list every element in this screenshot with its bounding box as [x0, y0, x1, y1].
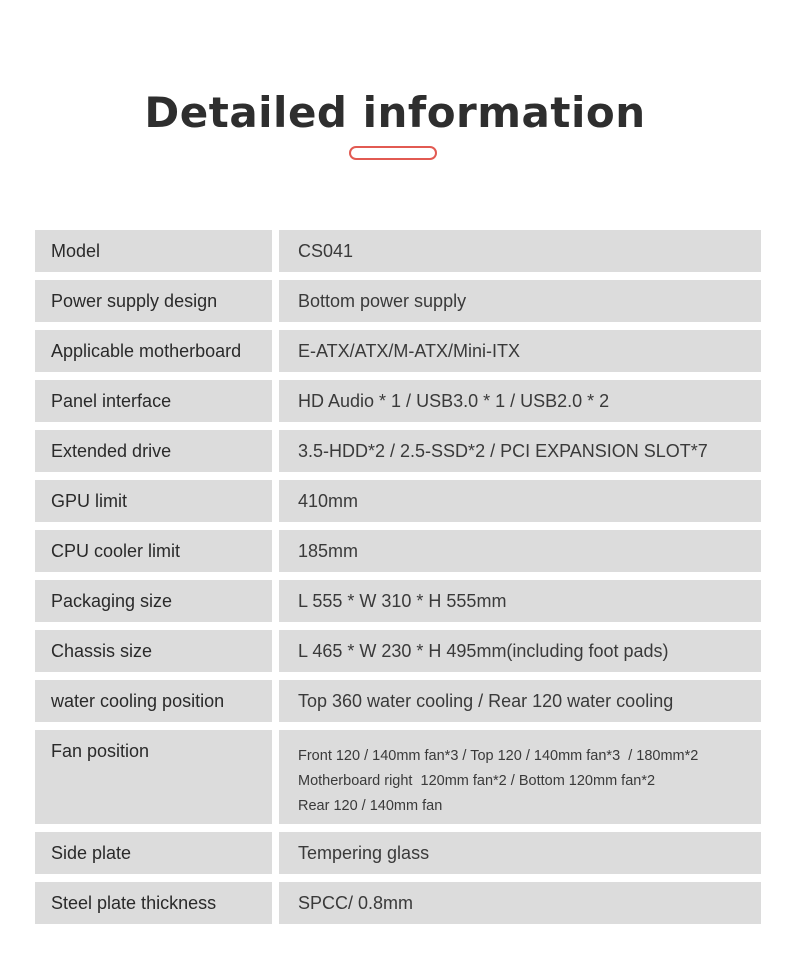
spec-value-multiline: [279, 730, 761, 824]
spec-row-model: [35, 230, 761, 272]
spec-value: L 555 * W 310 * H 555mm: [279, 580, 761, 622]
spec-label: water cooling position: [35, 680, 272, 722]
cell-divider: [272, 882, 279, 924]
fan-position-line: Motherboard right 120mm fan*2 / Bottom 120mm fan*2: [298, 773, 656, 789]
cell-divider: [272, 480, 279, 522]
title-underline-decoration: [349, 146, 437, 160]
spec-value: HD Audio * 1 / USB3.0 * 1 / USB2.0 * 2: [279, 380, 761, 422]
cell-divider: [272, 380, 279, 422]
spec-label: Steel plate thickness: [35, 882, 272, 924]
page-title: Detailed information: [144, 88, 646, 137]
spec-label: Power supply design: [35, 280, 272, 322]
spec-label: Model: [35, 230, 272, 272]
spec-label: Chassis size: [35, 630, 272, 672]
cell-divider: [272, 832, 279, 874]
spec-label: Panel interface: [35, 380, 272, 422]
spec-row-panel-interface: [35, 380, 761, 422]
spec-label: Applicable motherboard: [35, 330, 272, 372]
spec-value: SPCC/ 0.8mm: [279, 882, 761, 924]
spec-value: Tempering glass: [279, 832, 761, 874]
cell-divider: [272, 430, 279, 472]
cell-divider: [272, 530, 279, 572]
spec-label: CPU cooler limit: [35, 530, 272, 572]
spec-label: Packaging size: [35, 580, 272, 622]
spec-label: Side plate: [35, 832, 272, 874]
spec-value: L 465 * W 230 * H 495mm(including foot pads): [279, 630, 761, 672]
spec-row-packaging-size: [35, 580, 761, 622]
spec-row-fan-position: [35, 730, 761, 824]
spec-label: Fan position: [35, 730, 272, 824]
cell-divider: [272, 630, 279, 672]
fan-position-line: Front 120 / 140mm fan*3 / Top 120 / 140mm fan*3 / 180mm*2: [298, 748, 699, 764]
spec-row-chassis-size: [35, 630, 761, 672]
spec-row-extended-drive: [35, 430, 761, 472]
spec-row-power-supply-design: [35, 280, 761, 322]
cell-divider: [272, 730, 279, 824]
spec-row-side-plate: [35, 832, 761, 874]
spec-row-gpu-limit: [35, 480, 761, 522]
spec-value: Top 360 water cooling / Rear 120 water cooling: [279, 680, 761, 722]
cell-divider: [272, 330, 279, 372]
spec-table: [35, 230, 761, 932]
spec-row-applicable-motherboard: [35, 330, 761, 372]
spec-value: 3.5-HDD*2 / 2.5-SSD*2 / PCI EXPANSION SLOT*7: [279, 430, 761, 472]
spec-row-steel-plate-thickness: [35, 882, 761, 924]
cell-divider: [272, 680, 279, 722]
spec-value: CS041: [279, 230, 761, 272]
fan-position-line: Rear 120 / 140mm fan: [298, 798, 443, 814]
spec-value: Bottom power supply: [279, 280, 761, 322]
spec-value: 185mm: [279, 530, 761, 572]
spec-row-water-cooling-position: [35, 680, 761, 722]
spec-value: E-ATX/ATX/M-ATX/Mini-ITX: [279, 330, 761, 372]
cell-divider: [272, 230, 279, 272]
spec-value: 410mm: [279, 480, 761, 522]
spec-label: Extended drive: [35, 430, 272, 472]
spec-label: GPU limit: [35, 480, 272, 522]
cell-divider: [272, 580, 279, 622]
cell-divider: [272, 280, 279, 322]
spec-row-cpu-cooler-limit: [35, 530, 761, 572]
